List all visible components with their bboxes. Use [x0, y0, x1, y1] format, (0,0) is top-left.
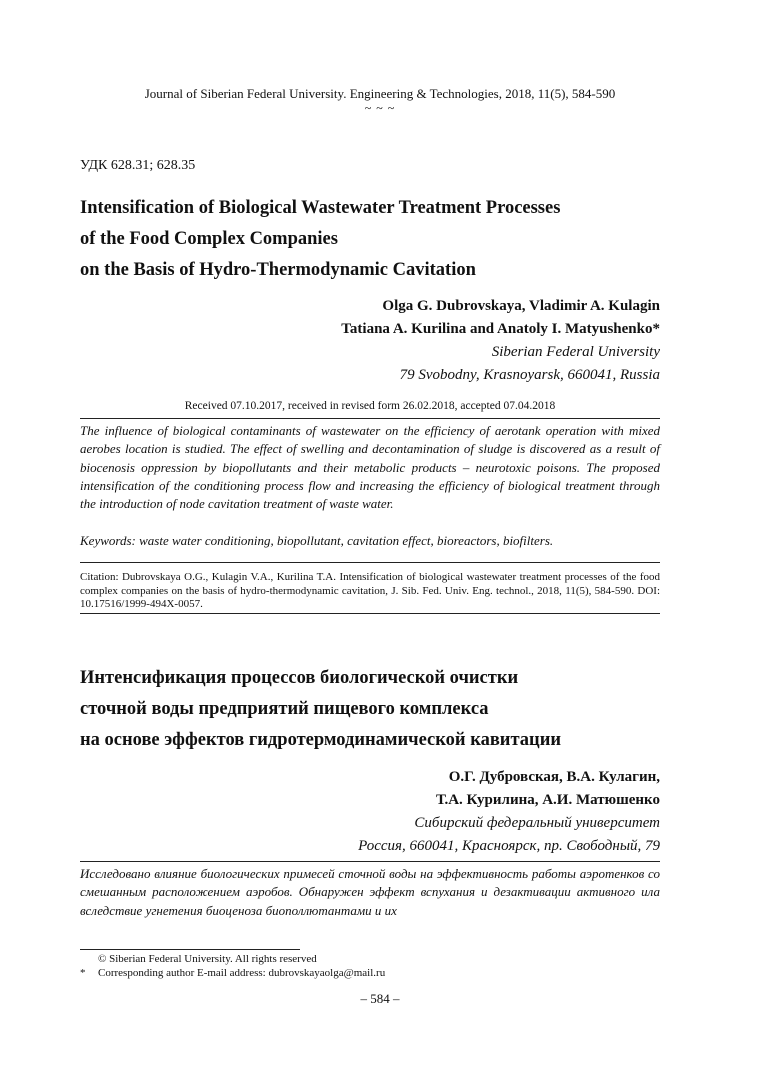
- english-title: [80, 193, 660, 286]
- russian-abstract: Исследовано влияние биологических примесей сточной воды на эффективность работы аэротенков со смешанным расположением аэробов. Обнаружен эффект вспухания и дезактивации активного ила вследствие угнетения биоценоза биополлютантами и их: [80, 866, 660, 918]
- english-authors-line-1: Olga G. Dubrovskaya, Vladimir A. Kulagin: [382, 298, 660, 314]
- english-title-line-1: Intensification of Biological Wastewater Treatment Processes: [80, 198, 561, 218]
- russian-title-line-2: сточной воды предприятий пищевого комплекса: [80, 699, 489, 719]
- english-title-line-3: on the Basis of Hydro-Thermodynamic Cavitation: [80, 260, 476, 280]
- russian-abstract-top-rule: [80, 861, 660, 862]
- russian-address: Россия, 660041, Красноярск, пр. Свободный, 79: [358, 838, 660, 854]
- english-title-line-2: of the Food Complex Companies: [80, 229, 338, 249]
- english-abstract: The influence of biological contaminants of wastewater on the efficiency of aerotank operation with mixed aerobes location is studied. The effect of swelling and decontamination of sludge is discovered as a result of biocenosis oppression by biopollutants and their metabolic products – neurotoxic poisons. The proposed intensification of the conditioning process flow and increasing the efficiency of biological treatment through the introduction of node cavitation treatment of waste water.: [80, 423, 660, 512]
- russian-authors-line-1: О.Г. Дубровская, В.А. Кулагин,: [448, 769, 660, 785]
- footnote-star: *: [80, 967, 86, 979]
- english-authors-block: [80, 295, 660, 387]
- russian-affiliation: Сибирский федеральный университет: [414, 815, 660, 831]
- corresponding-author-text: Corresponding author E-mail address: dubrovskayaolga@mail.ru: [98, 967, 386, 979]
- footnote-copyright: [80, 953, 317, 965]
- english-authors-line-2: Tatiana A. Kurilina and Anatoly I. Matyushenko*: [341, 321, 660, 337]
- citation-top-rule: [80, 562, 660, 563]
- english-affiliation: Siberian Federal University: [491, 344, 660, 360]
- citation: Citation: Dubrovskaya O.G., Kulagin V.A., Kurilina T.A. Intensification of biological wastewater treatment processes of the food complex companies on the basis of hydro-thermodynamic cavitation, J. Sib. Fed. Univ. Eng. technol., 2018, 11(5), 584-590. DOI: 10.17516/1999-494X-0057.: [80, 571, 660, 611]
- russian-title: [80, 663, 660, 756]
- russian-authors-block: [80, 766, 660, 858]
- header-separator: ~ ~ ~: [364, 101, 396, 115]
- russian-authors-line-2: Т.А. Курилина, А.И. Матюшенко: [435, 792, 660, 808]
- footnote-rule: [80, 949, 300, 950]
- abstract-top-rule: [80, 418, 660, 419]
- journal-header: Journal of Siberian Federal University. Engineering & Technologies, 2018, 11(5), 584-590: [144, 86, 616, 101]
- footnote-corresponding: [80, 967, 385, 979]
- udk-code: УДК 628.31; 628.35: [80, 158, 196, 173]
- russian-title-line-3: на основе эффектов гидротермодинамической кавитации: [80, 730, 562, 750]
- english-keywords: Keywords: waste water conditioning, biopollutant, cavitation effect, bioreactors, biofilters.: [80, 533, 554, 548]
- received-dates: Received 07.10.2017, received in revised form 26.02.2018, accepted 07.04.2018: [184, 400, 556, 412]
- russian-title-line-1: Интенсификация процессов биологической очистки: [80, 668, 519, 688]
- english-address: 79 Svobodny, Krasnoyarsk, 660041, Russia: [399, 367, 660, 383]
- citation-bottom-rule: [80, 613, 660, 614]
- page-number: – 584 –: [360, 991, 400, 1006]
- copyright-text: © Siberian Federal University. All rights reserved: [98, 953, 317, 965]
